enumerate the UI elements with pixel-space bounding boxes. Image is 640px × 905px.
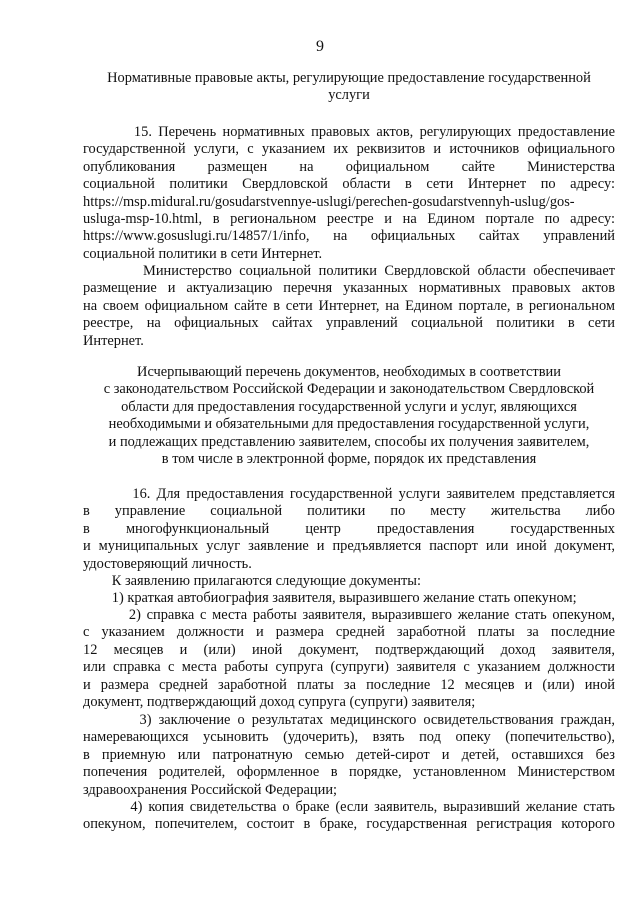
text-line: размещение и актуализацию перечня указанных нормативных правовых актов xyxy=(83,280,615,297)
section-title-documents xyxy=(83,364,615,468)
text-line: в многофункциональный центр предоставления государственных xyxy=(83,520,615,537)
text-line: Интернет. xyxy=(83,332,144,349)
text-line: в том числе в электронной форме, порядок их представления xyxy=(161,451,537,468)
text-line: услуги xyxy=(328,87,370,104)
text-line: https://msp.midural.ru/gosudarstvennye-uslugi/perechen-gosudarstvennyh-uslug/gos- xyxy=(83,193,575,210)
section-title-legal-acts xyxy=(83,70,615,105)
text-line: и размера средней заработной платы за последние 12 месяцев и (или) иной xyxy=(83,676,615,693)
text-line: 4) копия свидетельства о браке (если заявитель, выразивший желание стать xyxy=(83,799,615,815)
text-line: области для предоставления государственной услуги и услуг, являющихся xyxy=(121,398,577,415)
list-item-1 xyxy=(83,590,615,607)
text-line: социальной политики в сети Интернет. xyxy=(83,245,323,262)
text-line: или справка с места работы супруга (супруги) заявителя с указанием должности xyxy=(83,659,615,676)
paragraph-16 xyxy=(83,486,615,573)
text-line: Министерство социальной политики Свердловской области обеспечивает xyxy=(83,263,615,279)
text-line: на своем официальном сайте в сети Интернет, на Едином портале, в региональном xyxy=(83,297,615,314)
text-line: и муниципальных услуг заявление и предъявляется паспорт или иной документ, xyxy=(83,538,615,555)
page-number: 9 xyxy=(316,38,324,55)
text-line: государственной услуги, с указанием их реквизитов и источников официального xyxy=(83,141,615,158)
text-line: необходимыми и обязательными для предоставления государственной услуги, xyxy=(108,416,590,433)
text-line: 1) краткая автобиография заявителя, выразившего желание стать опекуном; xyxy=(83,590,577,606)
text-line: с законодательством Российской Федерации и законодательством Свердловской xyxy=(103,381,595,398)
text-line: и подлежащих представлению заявителем, способы их получения заявителем, xyxy=(108,433,590,450)
text-line: https://www.gosuslugi.ru/14857/1/info, на официальных сайтах управлений xyxy=(83,228,615,245)
text-line: Нормативные правовые акты, регулирующие предоставление государственной xyxy=(107,70,591,86)
text-line: usluga-msp-10.html, в региональном реестре и на Едином портале по адресу: xyxy=(83,211,615,228)
text-line: удостоверяющий личность. xyxy=(83,555,252,572)
text-line: документ, подтверждающий доход супруга (супруги) заявителя; xyxy=(83,694,476,711)
text-line: К заявлению прилагаются следующие документы: xyxy=(83,573,421,589)
text-line: Исчерпывающий перечень документов, необходимых в соответствии xyxy=(137,364,561,380)
list-item-3 xyxy=(83,712,615,799)
text-line: опекуном, попечителем, состоит в браке, государственная регистрация которого xyxy=(83,816,615,833)
text-line: попечения родителей, оформленное в порядке, установленном Министерством xyxy=(83,764,615,781)
paragraph-15 xyxy=(83,124,615,263)
text-line: в управление социальной политики по месту жительства либо xyxy=(83,503,615,520)
list-item-4 xyxy=(83,799,615,834)
list-item-2 xyxy=(83,607,615,711)
text-line: намеревающихся усыновить (удочерить), взять под опеку (попечительство), xyxy=(83,729,615,746)
text-line: 15. Перечень нормативных правовых актов, регулирующих предоставление xyxy=(83,124,615,140)
paragraph-docs-intro xyxy=(83,573,615,590)
text-line: 16. Для предоставления государственной услуги заявителем представляется xyxy=(83,486,615,502)
text-line: опубликования размещен на официальном сайте Министерства xyxy=(83,158,615,175)
paragraph-ministry xyxy=(83,263,615,350)
text-line: в приемную или патронатную семью детей-сирот и детей, оставшихся без xyxy=(83,746,615,763)
text-line: здравоохранения Российской Федерации; xyxy=(83,781,338,798)
text-line: реестре, на официальных сайтах управлений социальной политики в сети xyxy=(83,315,615,332)
text-line: 12 месяцев и (или) иной документ, подтверждающий доход заявителя, xyxy=(83,641,615,658)
text-line: 2) справка с места работы заявителя, выразившего желание стать опекуном, xyxy=(83,607,615,623)
text-line: 3) заключение о результатах медицинского освидетельствования граждан, xyxy=(83,712,615,728)
text-line: социальной политики Свердловской области в сети Интернет по адресу: xyxy=(83,176,615,193)
text-line: с указанием должности и размера средней заработной платы за последние xyxy=(83,624,615,641)
